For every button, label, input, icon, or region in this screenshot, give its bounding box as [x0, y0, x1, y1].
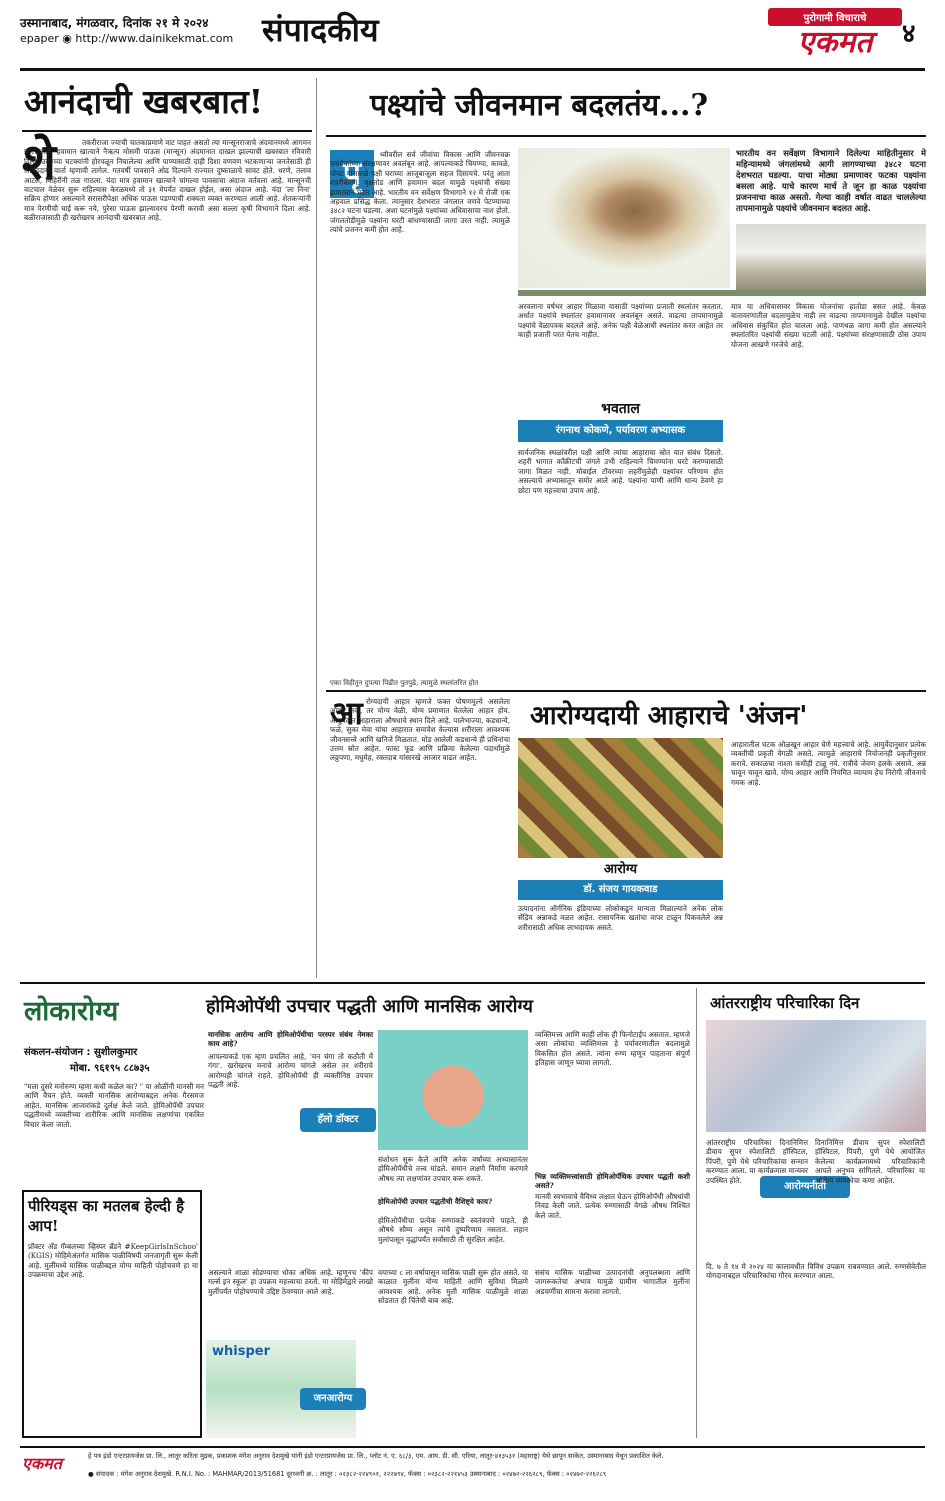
nurses-headline: आंतरराष्ट्रीय परिचारिका दिन: [710, 994, 860, 1012]
health-headline: आरोग्यदायी आहाराचे 'अंजन': [530, 701, 808, 731]
lokarogya-col3: संशोधन सुरू केले आणि अनेक वर्षांच्या अभ्यासानंतर होमिओपॅथीचे तत्त्व मांडले. समान लक्षणे निर्माण करणारे औषध त्या लक्षणांवर उपचार करू शकते.: [378, 1155, 528, 1183]
lokarogya-col4b: मानवी स्वभावाचे वैविध्य लक्षात घेऊन होमिओपॅथी औषधांची निवड केली जाते. प्रत्येक रुग्णासाठी वेगळे औषध निश्चित केले जाते.: [535, 1192, 690, 1220]
lead-col1: थ्वीवरील सर्व जीवांचा विकास आणि जीवनचक्र एकमेकांच्या संरक्षणावर अवलंबून आहे. आपल्याकडे चिमण्या, कावळे, पोपट यांसारखे पक्षी घराच्या आजूबाजूला सहज दिसायचे. परंतु आता शहरीकरण, वृक्षतोड आणि हवामान बदल यामुळे पक्ष्यांची संख्या झपाट्याने घटत आहे. भारतीय वन सर्वेक्षण विभागाने १२ मे रोजी एक अहवाल प्रसिद्ध केला. त्यानुसार देशभरात जंगलात वणवे पेटण्याच्या ३४८२ घटना घडल्या. अशा घटनांमुळे पक्ष्यांच्या अधिवासाचा नाश होतो. जंगलतोडीमुळे पक्ष्यांना घरटी बांधण्यासाठी जागा उरत नाही. त्यामुळे त्यांचे प्रजनन कमी होत आहे.: [330, 150, 510, 235]
ad-col4: असल्याने शाळा सोडण्याचा धोका अधिक आहे. म्हणूनच 'कीप गर्ल्स इन स्कूल' हा उपक्रम महत्त्वाचा ठरतो. या मोहिमेद्वारे लाखो मुलींपर्यंत पोहोचण्याचे उद्दिष्ट ठेवण्यात आले आहे.: [208, 1268, 373, 1296]
cranes-photo: [736, 224, 926, 294]
header-rule: [20, 68, 925, 71]
lead-caption: एका विहीतून दुपत्या पिढीत पुतपुढे, त्यामुळे स्थलांतरित होत: [330, 679, 479, 687]
footer-rule: [20, 1446, 925, 1448]
health-col2b: उत्पादनांना ऑर्गनिक इंडियाच्या लोकोकडून मान्यता मिळाल्याने अनेक लोक सेंद्रिय अन्नाकडे वळत आहेत. रासायनिक खतांचा वापर टाळून पिकवलेले अन्न शरीरासाठी अधिक लाभदायक असते.: [518, 904, 723, 932]
column-divider: [316, 78, 317, 978]
footer-imprint: हे पत्र इंडो एन्टरप्रायजेस प्रा. लि., लातूर करिता मुद्रक, प्रकाशक मंगेश अनुराव देशमुखे यांनी इंडो एन्टरप्रायजेस प्रा. लि., प्लॉट नं. ए. ६८/३, एम. आय. डी. सी. एरिया, लातूर-४१३५३१ (महाराष्ट्र) येथे छापून साकेत, उस्मानाबाद येथून प्रकाशित केले.: [88, 1452, 664, 1460]
doctor-badge: हॅलो डॉक्टर: [300, 1108, 376, 1132]
masthead-date: उस्मानाबाद, मंगळवार, दिनांक २१ मे २०२४: [20, 16, 209, 30]
logo-tagline: पुरोगामी विचाराचे: [768, 8, 902, 26]
editorial-body: तकरीराजा ज्याची चातकाप्रमाणे वाट पाहत असतो त्या मान्सूनराजाचे अंदमानमध्ये आगमन झाले आहे. हवामान खात्याने नैऋत्य मोसमी पाऊस (मान्सून) अंदमानात दाखल झाल्याची खबरबात रविवारी दिली. उन्हाच्या चटक्यांनी होरपळून निघालेल्या आणि पाण्यासाठी दाही दिशा वणवण भटकणाऱ्या जनतेसाठी ही आनंददायी वार्ता म्हणावी लागेल. गतवर्षी पावसाने ओढ दिल्याने राज्यात दुष्काळाचे सावट होते. धरणे, तलाव आटले, विहिरींनी तळ गाठला. यंदा मात्र हवामान खात्याने चांगल्या पावसाचा अंदाज वर्तवला आहे. मान्सूनची वाटचाल वेळेवर सुरू राहिल्यास केरळमध्ये तो ३१ मेपर्यंत दाखल होईल, असा अंदाज आहे. यंदा 'ला निना' सक्रिय होणार असल्याने सरासरीपेक्षा अधिक पाऊस पडण्याची शक्यता व्यक्त करण्यात आली आहे. शेतकऱ्यांनी मात्र पेरणीची घाई करू नये, पुरेसा पाऊस झाल्यावरच पेरणी करावी असा सल्ला कृषी विभागाने दिला आहे. बळीराजासाठी ही खरोखरच आनंदाची खबरबात आहे.: [24, 138, 311, 223]
lead-col2b: सार्वजनिक स्थळांवरील पक्षी आणि त्यांचा आहाराचा स्रोत यात संबंध दिसतो. शहरी भागात काँक्रीटची जंगले उभी राहिल्याने चिमण्यांना घरटे करण्यासाठी जागा मिळत नाही. मोबाईल टॉवरच्या लहरींमुळेही पक्ष्यांवर परिणाम होत असल्याचे अभ्यासातून समोर आले आहे. पक्ष्यांना पाणी आणि धान्य ठेवणे हा छोटा पण महत्त्वाचा उपाय आहे.: [518, 448, 723, 495]
lokarogya-brand: लोकारोग्य: [24, 996, 119, 1027]
ad-body: प्रॉक्टर अँड गॅम्बलच्या व्हिस्पर ब्रँडने #KeepGirlsInSchoo' (KGIS) मोहिमेअंतर्गत मासिक पाळीविषयी जनजागृती सुरू केली आहे. मुलींमध्ये मासिक पाळीबद्दल योग्य माहिती पोहोचवणे हा या उपक्रमाचा उद्देश आहे.: [28, 1242, 198, 1280]
lokarogya-mobile: मोबा. ९६१९५ ८८७३५: [70, 1063, 150, 1074]
lead-col2: अरवलाना वर्षभर आहार मिळावा यासाठी पक्ष्यांच्या प्रजाती स्थलांतर करतात. अर्धात पक्ष्यांचे स्थलांतर हवामानावर अवलंबून असते. वाढत्या तापमानामुळे पक्ष्यांचे वेळापत्रक बदलले आहे. अनेक पक्षी वेळेआधी स्थलांतर करत आहेत तर काही प्रजाती परत येतच नाहीत.: [518, 302, 723, 340]
lead-byline-label: भवताल: [518, 398, 723, 420]
logo-brand: एकमत: [797, 25, 873, 60]
lokarogya-col1: "मला दुसरे मनोरुग्ण म्हणा कधी कळेल का? " या ओळींनी मानसी मन आणि वैचन होते. व्यक्ती मानसिक आरोग्याबद्दल अनेक गैरसमज आहेत. मानसिक आजारांकडे दुर्लक्ष केले जाते. होमिओपॅथी उपचार पद्धतीमध्ये व्यक्तीच्या शारीरिक आणि मानसिक लक्षणांचा एकत्रित विचार केला जातो.: [24, 1082, 204, 1129]
ad-col3: ससंच मासिक पाळीच्या उत्पादनांची अनुपलब्धता आणि जागरूकतेचा अभाव यामुळे ग्रामीण भागातील मुलींना अडचणींचा सामना करावा लागतो.: [535, 1268, 690, 1296]
page-number: ४: [902, 19, 916, 49]
nurses-col3: दि. ७ ते १४ मे २०२४ या कालावधीत विविध उपक्रम राबवण्यात आले. रुग्णसेवेतील योगदानाबद्दल परिचारिकांचा गौरव करण्यात आला.: [706, 1262, 926, 1281]
ad-headline: पीरियड्स का मतलब हेल्दी है आप!: [28, 1197, 185, 1235]
footer-logo: एकमत: [22, 1454, 62, 1473]
nurses-col1: आंतरराष्ट्रीय परिचारिका दिनानिमित्त डीवाय सुपर स्पेशालिटी हॉस्पिटल, पिंपरी, पुणे येथे परिचारिकांचा सन्मान करण्यात आला. या कार्यक्रमास मान्यवर उपस्थित होते.: [706, 1138, 808, 1185]
health-col1: रोग्यदायी आहार म्हणजे फक्त पोषणमूल्ये असलेला आहार नव्हे, तर योग्य वेळी, योग्य प्रमाणात घेतलेला आहार होय. आयुर्वेदात आहाराला औषधाचे स्थान दिले आहे. पालेभाज्या, कडधान्ये, फळे, सुका मेवा यांचा आहारात समावेश केल्यास शरीराला आवश्यक जीवनसत्त्वे आणि खनिजे मिळतात. मोड आलेली कडधान्ये ही प्रथिनांचा उत्तम स्रोत आहेत. फास्ट फूड आणि प्रक्रिया केलेल्या पदार्थांमुळे लठ्ठपणा, मधुमेह, रक्तदाब यांसारखे आजार वाढत आहेत.: [330, 697, 510, 763]
food-photo: [518, 738, 723, 858]
health-col3: आहारातील घटक ओळखून आहार घेणे महत्त्वाचे आहे. आयुर्वेदानुसार प्रत्येक व्यक्तीची प्रकृती वेगळी असते. त्यामुळे आहाराचे नियोजनही प्रकृतीनुसार करावे. सकाळचा नाश्ता कधीही टाळू नये. रात्रीचे जेवण हलके असावे. अन्न चावून चावून खावे. योग्य आहार आणि नियमित व्यायाम हेच निरोगी जीवनाचे गमक आहे.: [731, 740, 926, 787]
health-dropcap: आ: [330, 694, 363, 732]
epaper-link[interactable]: epaper ◉ http://www.dainikekmat.com: [20, 32, 234, 45]
nurses-col2: दिनानिमित्त डीवाय सुपर स्पेशालिटी हॉस्पिटल, पिंपरी, पुणे येथे आयोजित केलेल्या कार्यक्रमामध्ये परिचारिकांनी आपले अनुभव सांगितले. परिचारिका या आरोग्य व्यवस्थेचा कणा आहेत.: [815, 1138, 925, 1185]
health-byline-label: आरोग्य: [603, 862, 638, 877]
lokarogya-col4: व्यक्तिमत्त्व आणि काही लोक ही फिनोटाईप असतात. म्हणजे असा लोकांचा व्यक्तिमत्त्व हे पर्यावरणातील बदलामुळे विकसित होत असते. त्यांना रुग्ण म्हणून पाहताना संपूर्ण इतिहास जाणून घ्यावा लागतो.: [535, 1030, 690, 1068]
lokarogya-col2: आपल्याकडे एक म्हण प्रचलित आहे, 'मन चंगा तो कठौती में गंगा'. खरोखरच मनाचे आरोग्य चांगले असेल तर शरीराचे आरोग्यही चांगले राहते. होमिओपॅथी ही व्यक्तीनिष्ठ उपचार पद्धती आहे.: [208, 1052, 373, 1090]
lokarogya-question-2: होमिओपॅथी उपचार पद्धतीची वैशिष्ट्ये काय?: [378, 1197, 493, 1206]
nurses-badge: आरोग्यनीती: [760, 1176, 850, 1198]
masthead-logo: [768, 8, 902, 64]
column-divider-2: [696, 988, 697, 1438]
ad-col2: वयाच्या ८ ला वर्षापासून मासिक पाळी सुरू होत असते. या काळात मुलींना योग्य माहिती आणि सुविधा मिळणे आवश्यक आहे. अनेक मुली मासिक पाळीमुळे शाळा सोडतात ही चिंतेची बाब आहे.: [378, 1268, 528, 1306]
sparrow-photo: [518, 148, 730, 288]
doctor-illustration: [378, 1030, 528, 1150]
lokarogya-question-3: भिन्न व्यक्तिमत्त्वांसाठी होमिओपॅथिक उपचार पद्धती कशी असते?: [535, 1172, 690, 1191]
lead-headline: पक्ष्यांचे जीवनमान बदलतंय...?: [370, 88, 709, 123]
lead-rule: [326, 135, 926, 137]
editorial-rule: [22, 130, 312, 132]
section-title: संपादकीय: [262, 11, 379, 49]
editorial-headline: आनंदाची खबरबात!: [24, 82, 264, 121]
ad-badge: जनआरोग्य: [300, 1388, 366, 1410]
section-rule-2: [20, 982, 925, 984]
lokarogya-compiler: संकलन-संयोजन : सुशीलकुमार: [24, 1047, 138, 1058]
nurses-photo: [706, 1020, 926, 1132]
whisper-logo: whisper: [212, 1344, 270, 1359]
lead-dropcap: पृ: [330, 150, 374, 198]
lead-intro: भारतीय वन सर्वेक्षण विभागाने दिलेल्या माहितीनुसार मे महिन्यामध्ये जंगलांमध्ये आगी लागण्याच्या ३४८२ घटना देशभरात घडल्या. याचा मोठ्या प्रमाणावर फटका पक्ष्यांना बसला आहे. याचे कारण मार्च ते जून हा काळ पक्ष्यांचा प्रजननाचा काळ असतो. गेल्या काही वर्षात वाढत चाललेल्या तापमानामुळे पक्ष्यांचे जीवनमान बदलत आहे.: [736, 148, 926, 213]
lokarogya-headline: होमिओपॅथी उपचार पद्धती आणि मानसिक आरोग्य: [206, 996, 533, 1017]
health-byline-name: डॉ. संजय गायकवाड: [518, 880, 723, 900]
lead-byline-name: रंगनाथ कोकणे, पर्यावरण अभ्यासक: [518, 420, 723, 442]
footer-contacts: ● संपादक : मंगेश अनुराव देशमुखे. R.N.I. No. : MAHMAR/2013/51681 दूरध्वनी क्र. : लातूर : ०२३८२-२२४९०१, २२२७९४, फॅक्स : ०२३८२-२२१४५३ उस्मानाबाद : ०२४७२-२२६२८९, फॅक्स : ०२४७२-२२६२८९: [88, 1470, 607, 1478]
editorial-dropcap: शे: [22, 132, 56, 191]
section-rule: [326, 690, 926, 692]
lokarogya-col3b: होमिओपॅथीचा प्रत्येक रुग्णाकडे स्वतंत्रपणे पाहते. ही औषधे सौम्य असून त्यांचे दुष्परिणाम नसतात. लहान मुलांपासून वृद्धांपर्यंत सर्वांसाठी ती सुरक्षित आहेत.: [378, 1216, 528, 1244]
photo-strip: [518, 290, 926, 296]
lead-col3: मात्र या अधिवासावर विकास योजनांचा हातोडा बसत आहे. केवळ वातावरणातील बदलामुळेच नाही तर वाढत्या तापमानामुळे देखील पक्ष्यांचा अधिवास संकुचित होत चालला आहे. पाणथळ जागा कमी होत असल्याने स्थलांतरित पक्ष्यांची संख्या घटली आहे. पक्ष्यांच्या संरक्षणासाठी ठोस उपाय योजना आखणे गरजेचे आहे.: [731, 302, 926, 349]
lokarogya-question-1: मानसिक आरोग्य आणि होमिओपॅथीचा परस्पर संबंध नेमका काय आहे?: [208, 1030, 373, 1049]
